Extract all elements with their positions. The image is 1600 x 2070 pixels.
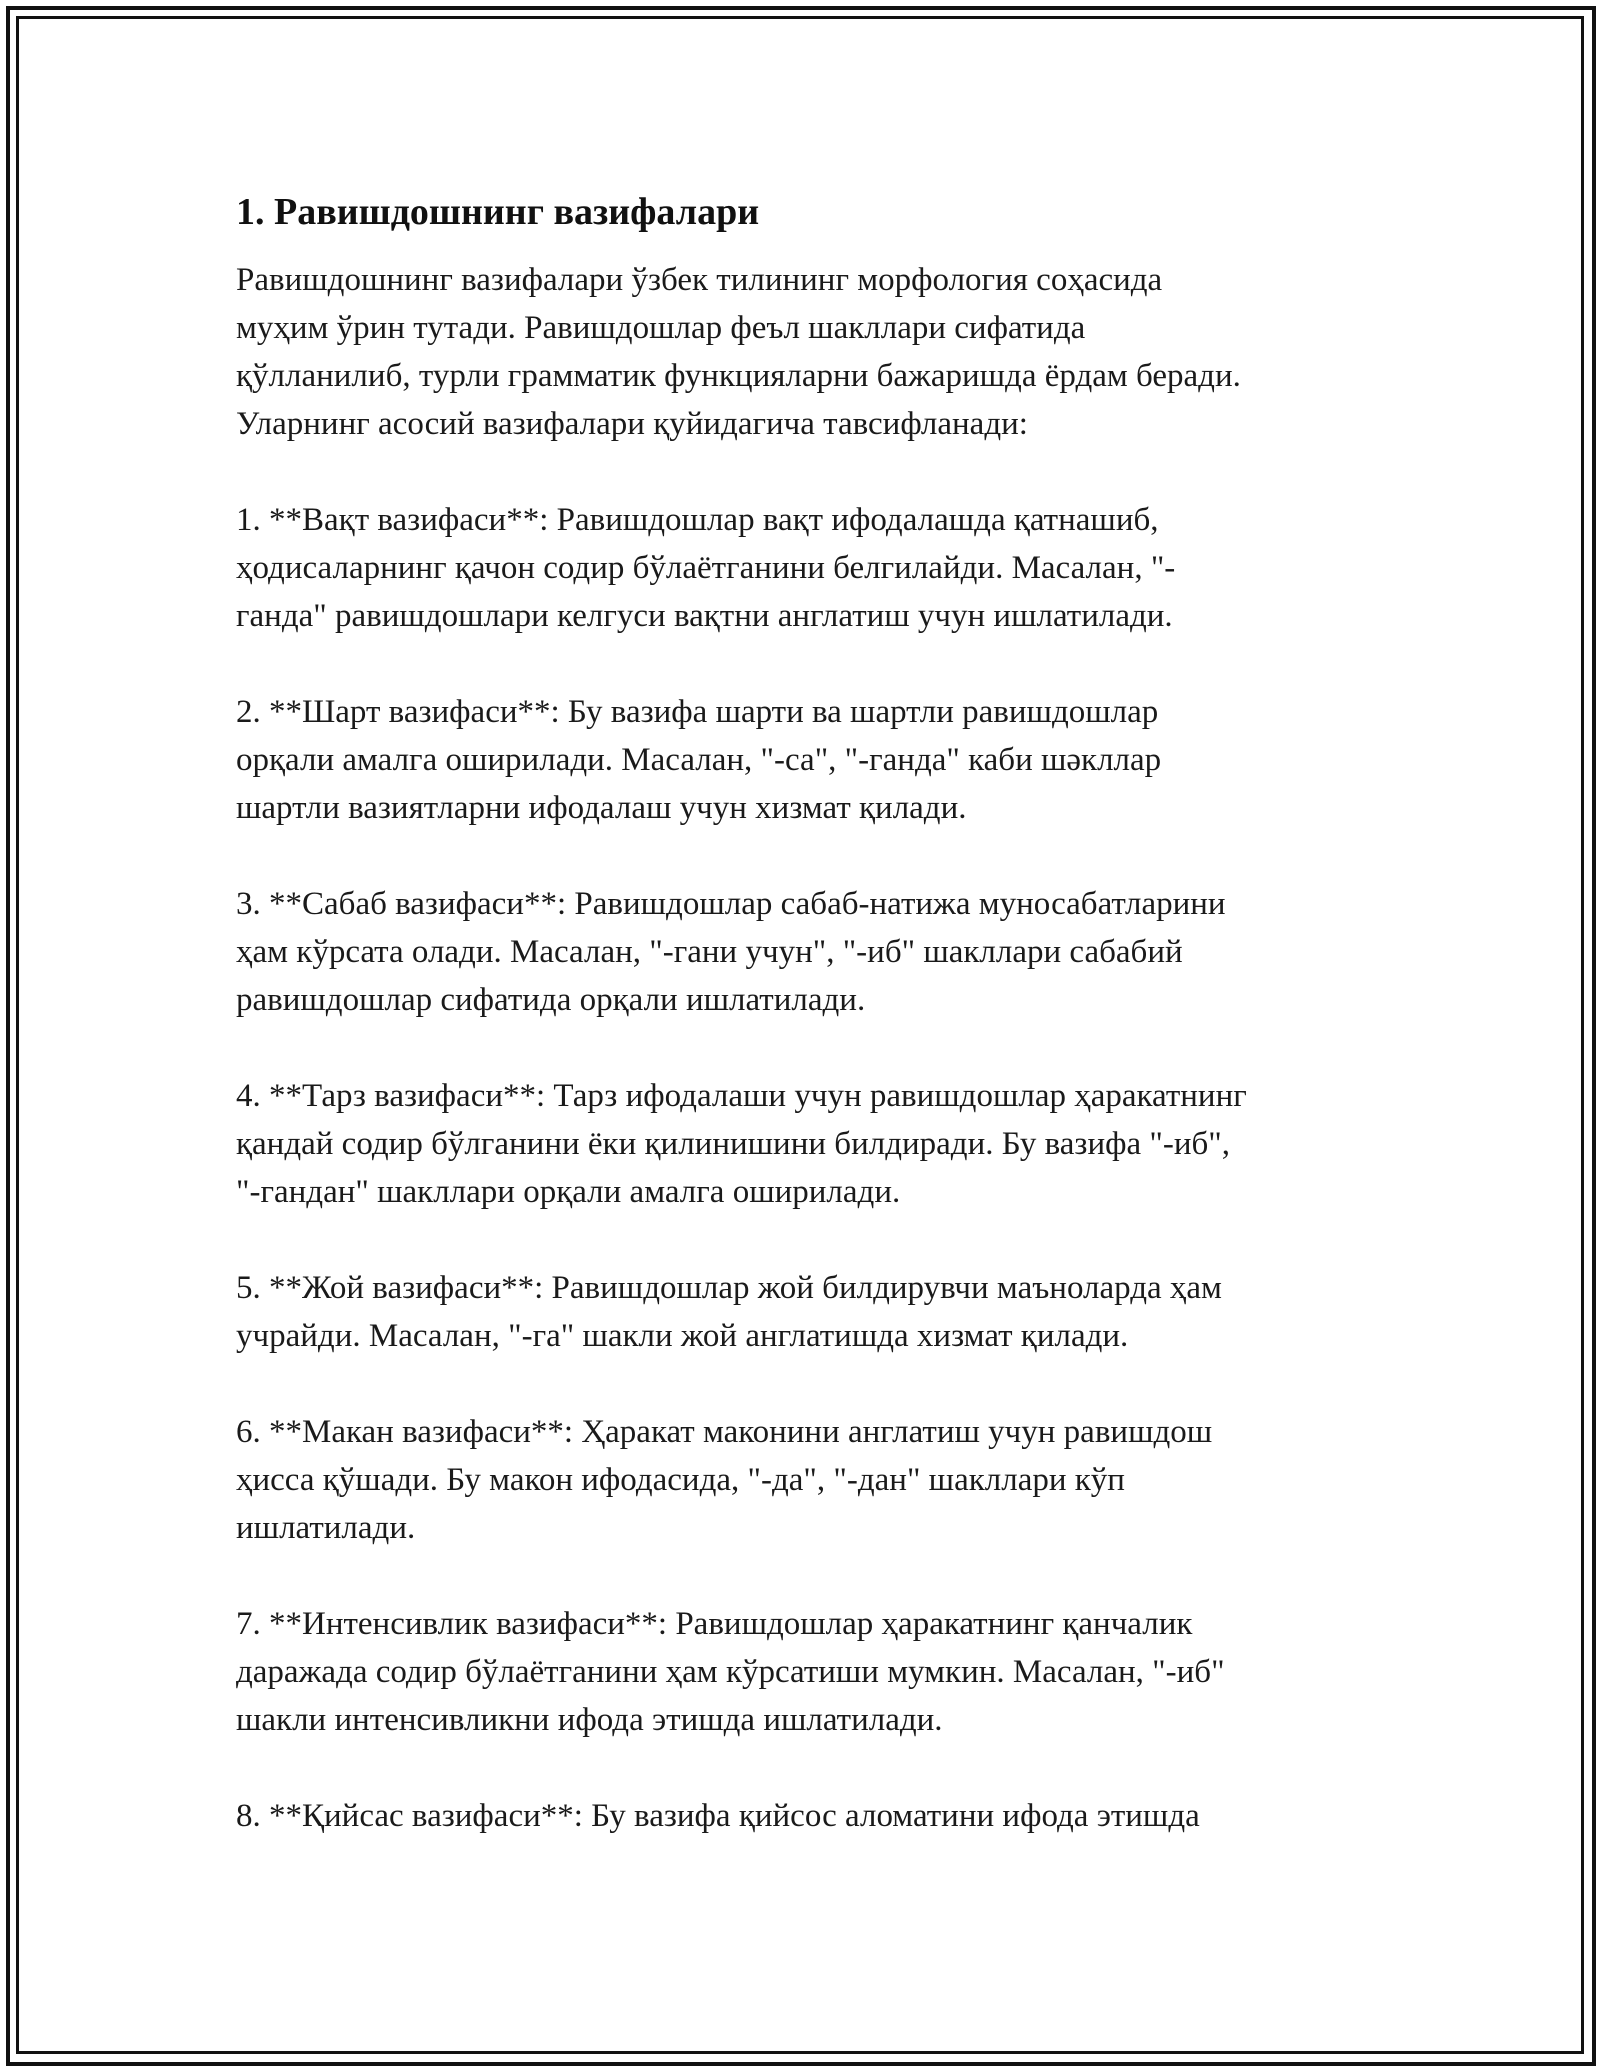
section-heading: 1. Равишдошнинг вазифалари: [236, 191, 760, 233]
list-item-intensity-function: 7. **Интенсивлик вазифаси**: Равишдошлар ҳаракатнинг қанчалик даражада содир бўлаётганини ҳам кўрсатиши мумкин. Масалан, "-иб" шакли интенсивликни ифода этишда ишлатилади.: [236, 1606, 1225, 1738]
list-item-reason-function: 3. **Сабаб вазифаси**: Равишдошлар сабаб-натижа муносабатларини ҳам кўрсата олади. Масалан, "-гани учун", "-иб" шакллари сабабий равишдошлар сифатида орқали ишлатилади.: [236, 886, 1226, 1018]
intro-paragraph: Равишдошнинг вазифалари ўзбек тилининг морфология соҳасида муҳим ўрин тутади. Равишдошлар феъл шакллари сифатида қўлланилиб, турли грамматик функцияларни бажаришда ёрдам беради. Уларнинг асосий вазифалари қуйидагича тавсифланади:: [236, 262, 1241, 442]
list-item-time-function: 1. **Вақт вазифаси**: Равишдошлар вақт ифодалашда қатнашиб, ҳодисаларнинг қачон содир бўлаётганини белгилайди. Масалан, "- ганда" равишдошлари келгуси вақтни англатиш учун ишлатилади.: [236, 502, 1176, 634]
list-item-place-function: 5. **Жой вазифаси**: Равишдошлар жой билдирувчи маъноларда ҳам учрайди. Масалан, "-га" шакли жой англатишда хизмат қилади.: [236, 1270, 1222, 1354]
list-item-manner-function: 4. **Тарз вазифаси**: Тарз ифодалаши учун равишдошлар ҳаракатнинг қандай содир бўлганини ёки қилинишини билдиради. Бу вазифа "-иб", "-гандан" шакллари орқали амалга оширилади.: [236, 1078, 1247, 1210]
list-item-comparison-function: 8. **Қийсас вазифаси**: Бу вазифа қийсос аломатини ифода этишда: [236, 1798, 1200, 1834]
document-body: [236, 188, 1376, 1888]
list-item-condition-function: 2. **Шарт вазифаси**: Бу вазифа шарти ва шартли равишдошлар орқали амалга оширилади. Масалан, "-са", "-ганда" каби шәкллар шартли вазиятларни ифодалаш учун хизмат қилади.: [236, 694, 1162, 826]
list-item-location-function: 6. **Макан вазифаси**: Ҳаракат маконини англатиш учун равишдош ҳисса қўшади. Бу макон ифодасида, "-да", "-дан" шакллари кўп ишлатилади.: [236, 1414, 1213, 1546]
